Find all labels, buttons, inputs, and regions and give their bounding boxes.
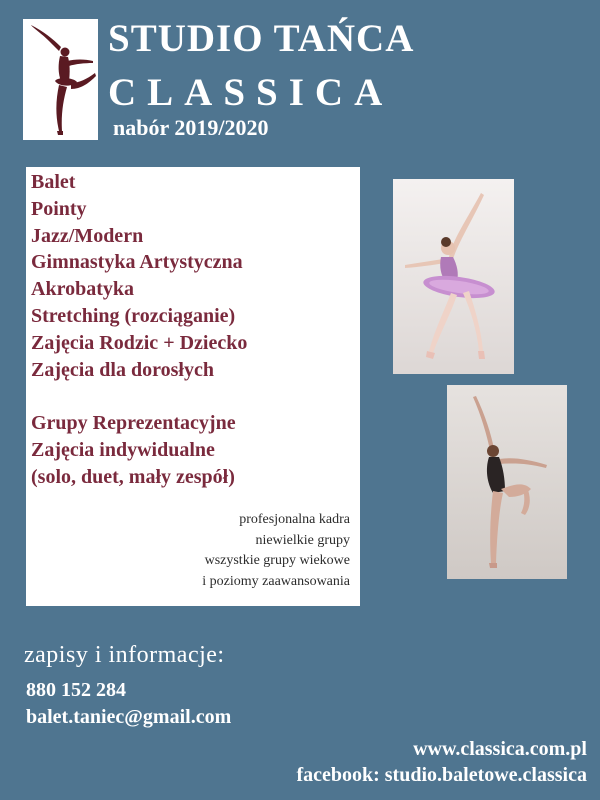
- extra-class-item: Grupy Reprezentacyjne: [31, 412, 236, 435]
- facebook-link[interactable]: facebook: studio.baletowe.classica: [296, 764, 587, 786]
- logo: [23, 19, 98, 140]
- feature-item: i poziomy zaawansowania: [202, 573, 350, 589]
- feature-item: profesjonalna kadra: [239, 512, 350, 527]
- class-item: Zajęcia dla dorosłych: [31, 358, 214, 381]
- class-item: Akrobatyka: [31, 278, 134, 301]
- email-link[interactable]: balet.taniec@gmail.com: [26, 706, 232, 728]
- extra-class-item: Zajęcia indywidualne: [31, 439, 215, 462]
- website-link[interactable]: www.classica.com.pl: [413, 738, 587, 760]
- class-item: Stretching (rozciąganie): [31, 304, 236, 327]
- ballerina-photo-tutu: [393, 179, 514, 374]
- ballerina-silhouette-icon: [23, 19, 98, 140]
- extra-class-item: (solo, duet, mały zespół): [31, 465, 235, 488]
- class-item: Jazz/Modern: [31, 224, 144, 247]
- class-item: Pointy: [31, 197, 87, 220]
- studio-title: STUDIO TAŃCA: [108, 17, 415, 60]
- class-item: Gimnastyka Artystyczna: [31, 251, 243, 274]
- feature-list: [202, 510, 350, 592]
- dancer-photo-black-leotard: [447, 385, 567, 579]
- phone-number[interactable]: 880 152 284: [26, 679, 126, 701]
- class-item: Balet: [31, 171, 76, 193]
- enrollment-subtitle: nabór 2019/2020: [113, 115, 269, 140]
- feature-item: wszystkie grupy wiekowe: [204, 553, 350, 568]
- class-item: Zajęcia Rodzic + Dziecko: [31, 331, 248, 354]
- class-list: [31, 169, 247, 491]
- classes-panel: [26, 167, 360, 606]
- contact-heading: zapisy i informacje:: [24, 642, 225, 668]
- feature-item: niewielkie grupy: [255, 532, 350, 548]
- studio-name: CLASSICA: [108, 71, 394, 114]
